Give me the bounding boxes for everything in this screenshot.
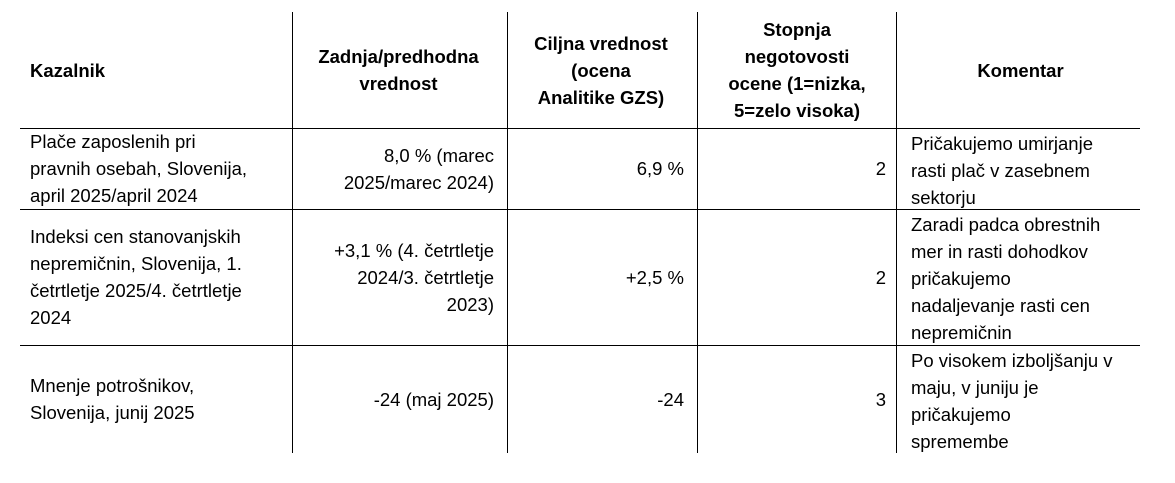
cell-comment: Pričakujemo umirjanje rasti plač v zasebnem sektorju [896,128,1140,209]
cell-last-value: -24 (maj 2025) [292,345,507,453]
table-row [20,209,1140,345]
cell-comment: Po visokem izboljšanju v maju, v juniju je pričakujemo spremembe [896,345,1140,453]
cell-indicator: Indeksi cen stanovanjskih nepremičnin, Slovenija, 1. četrtletje 2025/4. četrtletje 2024 [30,226,242,328]
table-header-row [20,12,1140,128]
cell-uncertainty: 2 [697,209,896,345]
indicators-table [20,12,1140,453]
header-comment: Komentar [896,12,1140,128]
cell-indicator: Plače zaposlenih pri pravnih osebah, Slovenija, april 2025/april 2024 [30,131,248,206]
header-last-value: Zadnja/predhodna vrednost [292,12,507,128]
cell-target-value: 6,9 % [507,128,697,209]
header-target-value: Ciljna vrednost (ocena Analitike GZS) [507,12,697,128]
cell-uncertainty: 3 [697,345,896,453]
cell-uncertainty: 2 [697,128,896,209]
table-row [20,345,1140,453]
header-indicator: Kazalnik [30,59,106,81]
cell-target-value: +2,5 % [507,209,697,345]
cell-comment: Zaradi padca obrestnih mer in rasti dohodkov pričakujemo nadaljevanje rasti cen nepremičnin [896,209,1140,345]
header-uncertainty: Stopnja negotovosti ocene (1=nizka, 5=zelo visoka) [697,12,896,128]
cell-target-value: -24 [507,345,697,453]
cell-last-value: +3,1 % (4. četrtletje 2024/3. četrtletje 2023) [292,209,507,345]
table-row [20,128,1140,209]
cell-last-value: 8,0 % (marec 2025/marec 2024) [292,128,507,209]
cell-indicator: Mnenje potrošnikov, Slovenija, junij 2025 [30,375,195,423]
